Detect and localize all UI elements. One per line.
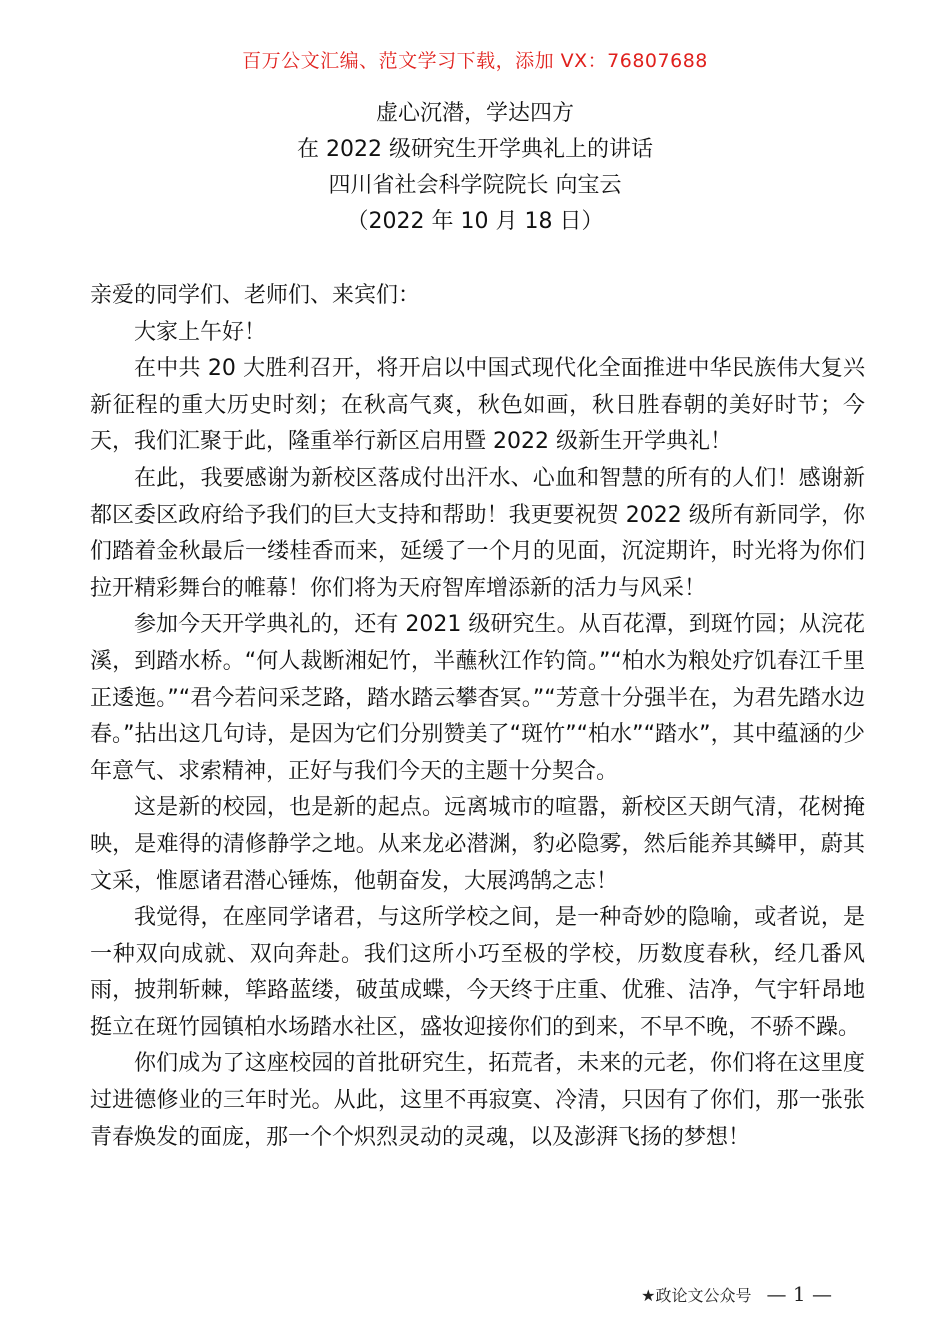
speaker-line: 四川省社会科学院院长 向宝云 — [328, 173, 622, 198]
speech-subtitle: 在 2022 级研究生开学典礼上的讲话 — [297, 137, 653, 162]
greeting: 亲爱的同学们、老师们、来宾们： — [90, 283, 421, 308]
speech-title: 虚心沉潜，学达四方 — [375, 101, 574, 126]
paragraph: 在此，我要感谢为新校区落成付出汗水、心血和智慧的所有的人们！感谢新都区委区政府给予我们的巨大支持和帮助！我更要祝贺 2022 级所有新同学，你们踏着金秋最后一缕桂香而来，延缓了一个月的见面，沉淀期许，时光将为你们拉开精彩舞台的帷幕！你们将为天府智库增添新的活力与风采！ — [90, 465, 865, 601]
paragraph: 这是新的校园，也是新的起点。远离城市的喧嚣，新校区天朗气清，花树掩映，是难得的清修静学之地。从来龙必潜渊，豹必隐雾，然后能养其鳞甲，蔚其文采，惟愿诸君潜心锤炼，他朝奋发，大展鸿鹄之志！ — [90, 795, 865, 894]
paragraph: 你们成为了这座校园的首批研究生，拓荒者，未来的元老，你们将在这里度过进德修业的三年时光。从此，这里不再寂寞、冷清，只因有了你们，那一张张青春焕发的面庞，那一个个炽烈灵动的灵魂，以及澎湃飞扬的梦想！ — [90, 1051, 865, 1150]
footer-source: ★政论文公众号 — [641, 1286, 752, 1305]
page-footer — [641, 1282, 832, 1306]
paragraph: 大家上午好！ — [134, 319, 267, 345]
speech-date: （2022 年 10 月 18 日） — [346, 209, 604, 234]
paragraph: 在中共 20 大胜利召开，将开启以中国式现代化全面推进中华民族伟大复兴新征程的重大历史时刻；在秋高气爽，秋色如画，秋日胜春朝的美好时节；今天，我们汇聚于此，隆重举行新区启用暨 2022 级新生开学典礼！ — [90, 356, 865, 455]
page-number: — 1 — — [766, 1282, 832, 1306]
speech-body — [90, 278, 865, 1156]
title-block — [0, 96, 950, 240]
paragraph: 我觉得，在座同学诸君，与这所学校之间，是一种奇妙的隐喻，或者说，是一种双向成就、双向奔赴。我们这所小巧至极的学校，历数度春秋，经几番风雨，披荆斩棘，筚路蓝缕，破茧成蝶，今天终于庄重、优雅、洁净，气宇轩昂地挺立在斑竹园镇柏水场踏水社区，盛妆迎接你们的到来，不早不晚，不骄不躁。 — [90, 905, 865, 1040]
promo-banner: 百万公文汇编、范文学习下载，添加 VX：76807688 — [242, 50, 708, 72]
paragraph: 参加今天开学典礼的，还有 2021 级研究生。从百花潭，到斑竹园；从浣花溪，到踏水桥。“何人裁断湘妃竹，半蘸秋江作钓筒。”“柏水为粮处疗饥春江千里正逶迤。”“君今若问采芝路，踏水踏云攀杳冥。”“芳意十分强半在，为君先踏水边春。”拈出这几句诗，是因为它们分别赞美了“斑竹”“柏水”“踏水”，其中蕴涵的少年意气、求索精神，正好与我们今天的主题十分契合。 — [90, 612, 865, 784]
